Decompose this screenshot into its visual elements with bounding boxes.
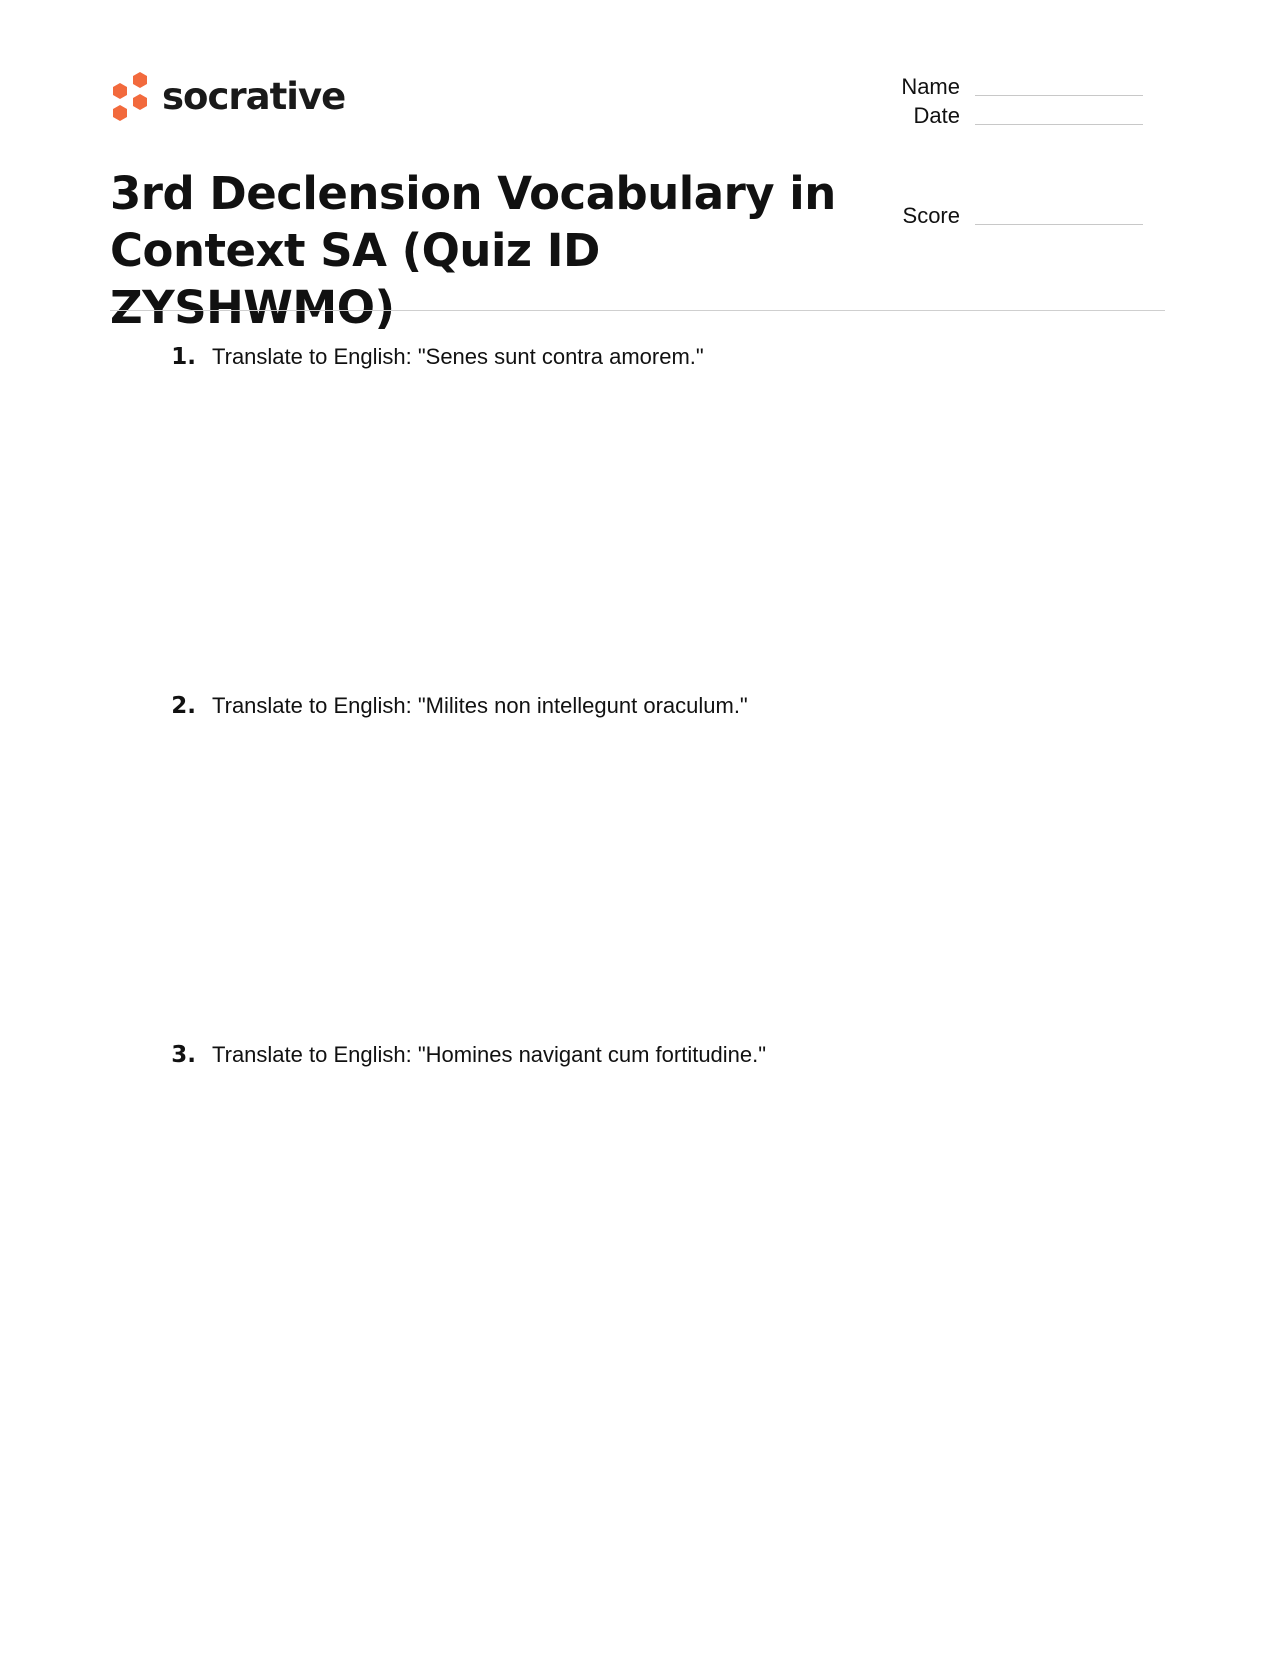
question-text: Translate to English: "Senes sunt contra amorem." (212, 344, 704, 369)
question-2 (160, 693, 748, 719)
question-3 (160, 1042, 766, 1068)
name-line[interactable] (975, 95, 1143, 96)
brand-name: socrative (162, 75, 346, 118)
date-label: Date (913, 103, 960, 128)
question-number: 3. (171, 1042, 196, 1068)
question-text: Translate to English: "Homines navigant cum fortitudine." (212, 1042, 767, 1067)
score-label: Score (902, 203, 960, 228)
header-divider (110, 310, 1165, 311)
question-number: 2. (171, 693, 196, 719)
question-text: Translate to English: "Milites non intellegunt oraculum." (212, 693, 748, 718)
socrative-hexagon-icon (110, 72, 150, 122)
quiz-title: 3rd Declension Vocabulary in Context SA (Quiz ID ZYSHWMO) (110, 167, 836, 334)
score-line[interactable] (975, 224, 1143, 225)
name-field[interactable] (860, 74, 1143, 100)
score-field[interactable] (860, 203, 1143, 229)
name-label: Name (901, 74, 960, 99)
date-line[interactable] (975, 124, 1143, 125)
question-number: 1. (171, 344, 196, 370)
question-1 (160, 344, 704, 370)
socrative-logo (110, 72, 345, 122)
date-field[interactable] (860, 103, 1143, 129)
